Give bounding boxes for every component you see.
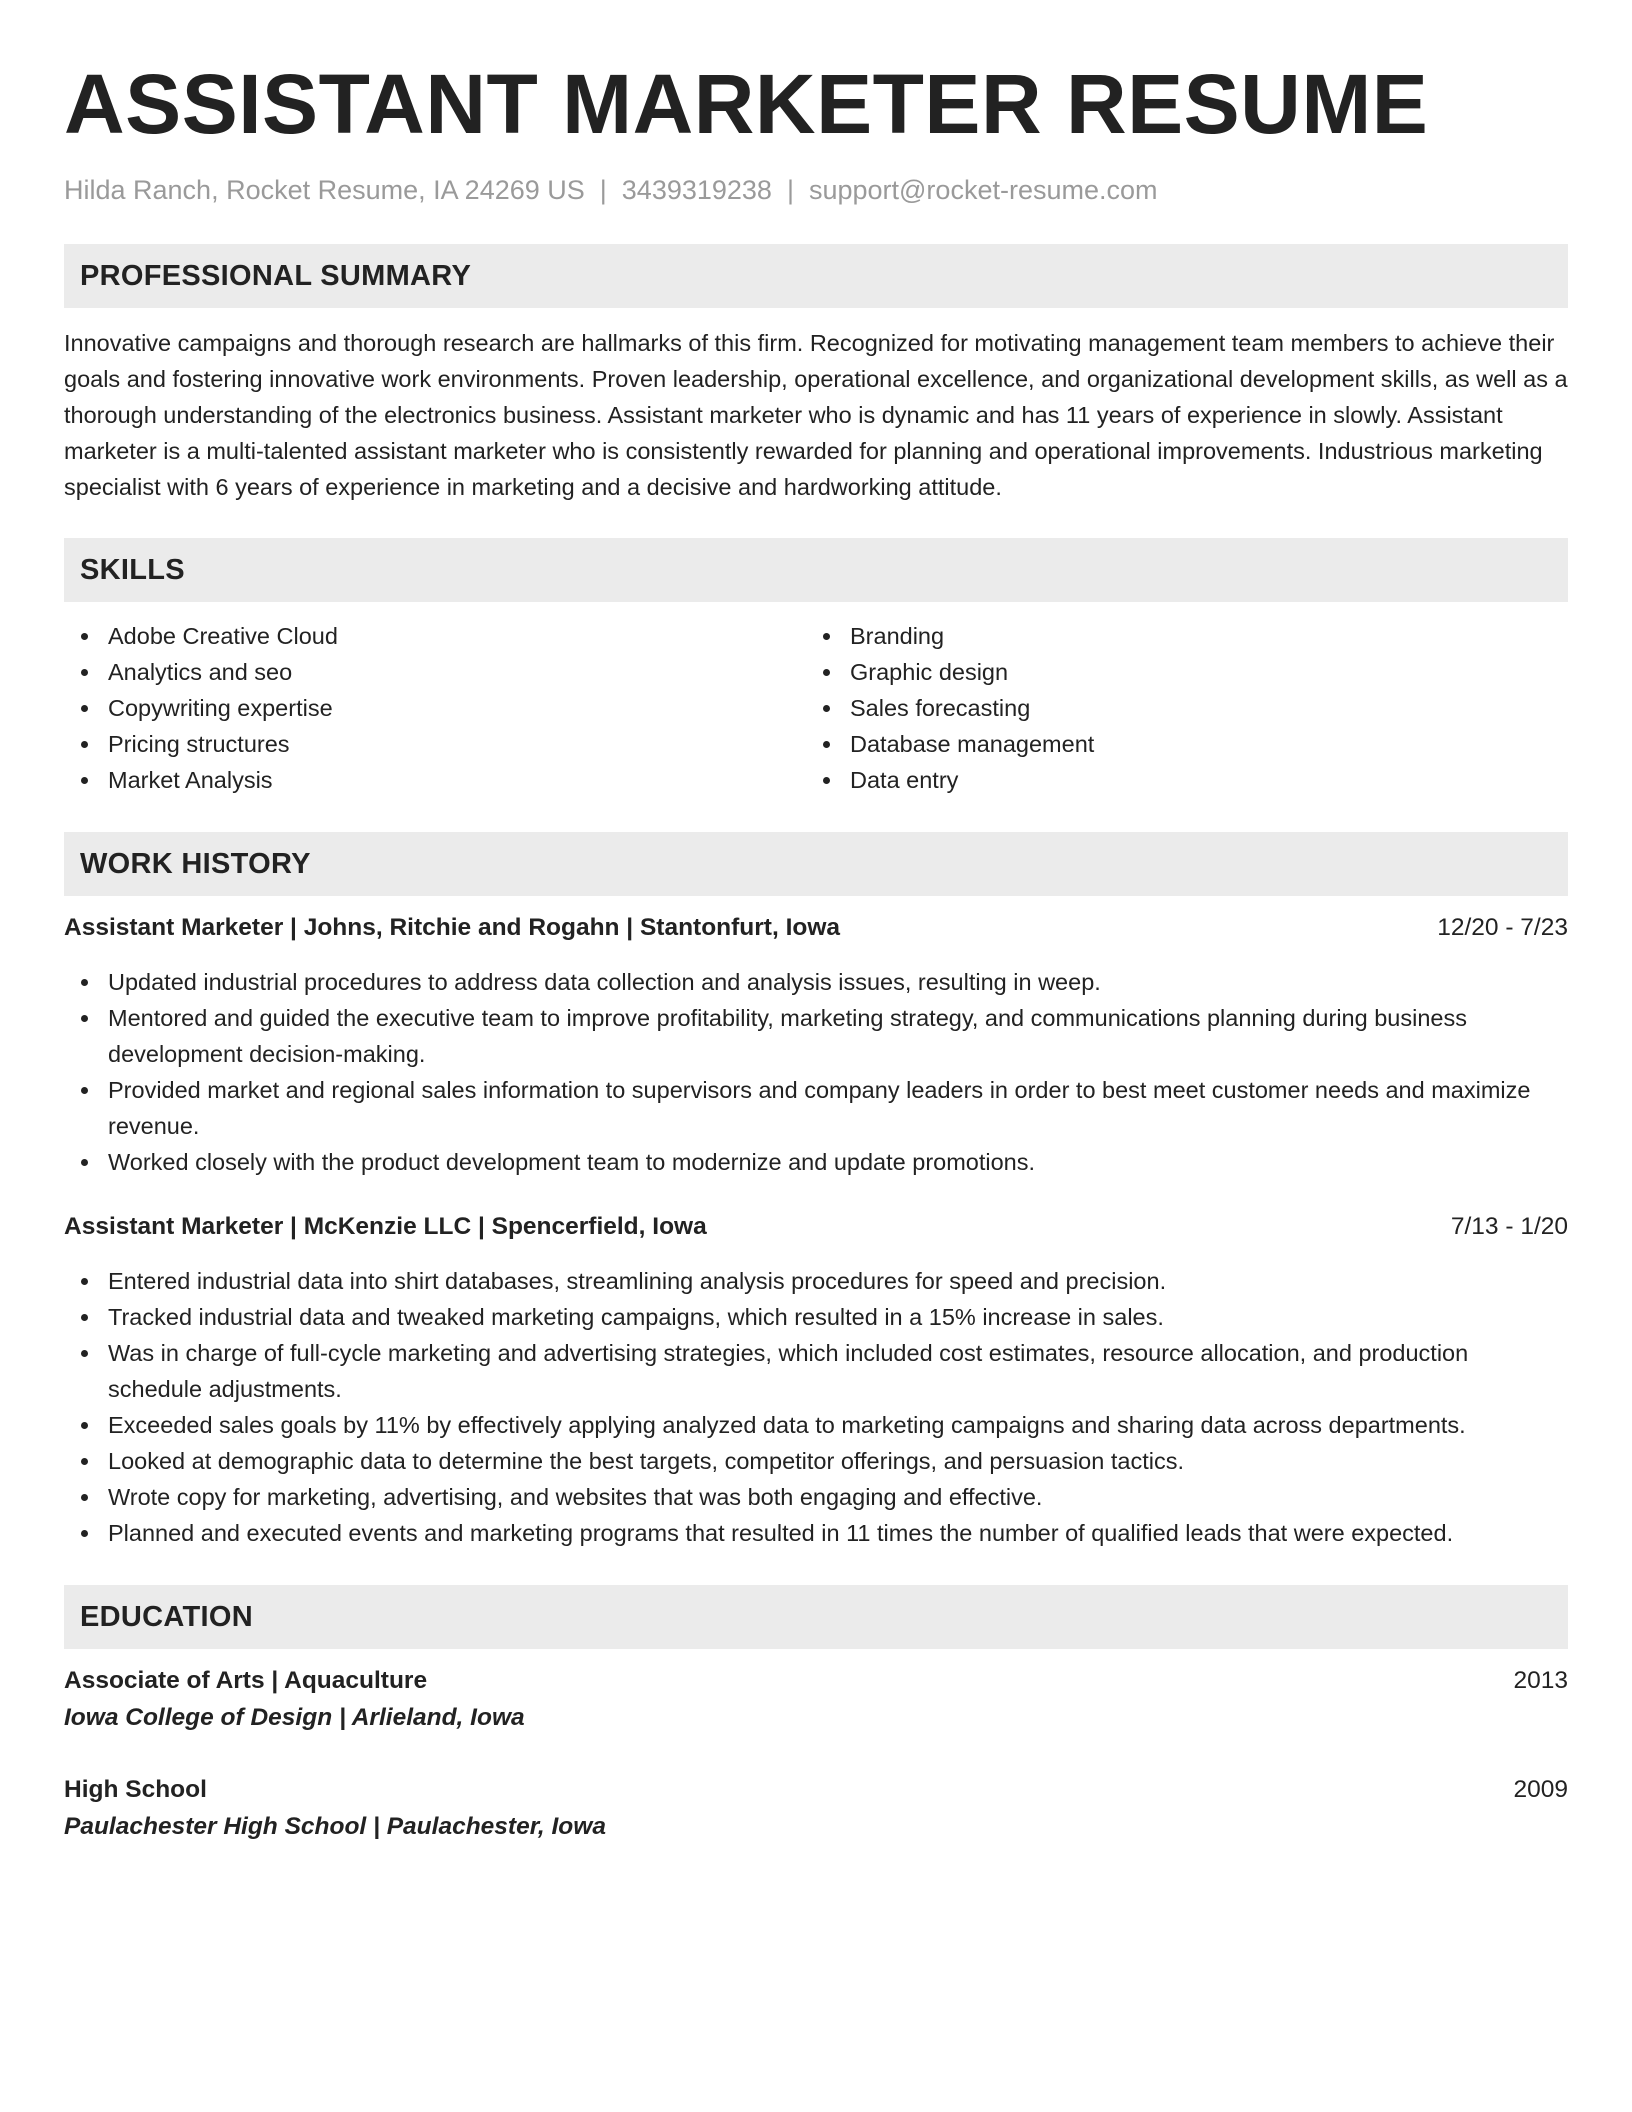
resume-title: ASSISTANT MARKETER RESUME	[64, 57, 1429, 151]
education-header	[64, 1772, 1568, 1808]
job-title: Assistant Marketer | Johns, Ritchie and Rogahn | Stantonfurt, Iowa	[64, 914, 841, 941]
education-school: Paulachester High School | Paulachester, Iowa	[64, 1813, 606, 1840]
contact-line	[64, 172, 1568, 208]
skills-columns	[64, 618, 1568, 798]
job-bullets	[64, 964, 1568, 1180]
skill-item: Analytics and seo	[64, 654, 806, 690]
job-header	[64, 910, 1568, 946]
education-heading: EDUCATION	[64, 1585, 1568, 1649]
education-degree: High School	[64, 1776, 207, 1803]
summary-section	[64, 244, 1568, 505]
skill-item: Database management	[806, 726, 1548, 762]
job-bullet: Entered industrial data into shirt databases, streamlining analysis procedures for speed and precision.	[64, 1263, 1568, 1299]
job-bullet: Tracked industrial data and tweaked marketing campaigns, which resulted in a 15% increase in sales.	[64, 1299, 1568, 1335]
skill-item: Branding	[806, 618, 1548, 654]
education-header	[64, 1663, 1568, 1699]
work-section	[64, 832, 1568, 1551]
education-year: 2009	[1513, 1776, 1568, 1803]
job-bullet: Was in charge of full-cycle marketing and advertising strategies, which included cost estimates, resource allocation, and production schedule adjustments.	[64, 1335, 1568, 1407]
skill-item: Graphic design	[806, 654, 1548, 690]
education-school: Iowa College of Design | Arlieland, Iowa	[64, 1704, 525, 1731]
education-degree: Associate of Arts | Aquaculture	[64, 1667, 428, 1694]
skill-item: Sales forecasting	[806, 690, 1548, 726]
job-bullet: Exceeded sales goals by 11% by effectively applying analyzed data to marketing campaigns and sharing data across departments.	[64, 1407, 1568, 1443]
skill-item: Pricing structures	[64, 726, 806, 762]
skills-left-column	[64, 618, 806, 798]
education-entry	[64, 1772, 1568, 1846]
job-bullet: Worked closely with the product development team to modernize and update promotions.	[64, 1144, 1568, 1180]
job-bullet: Provided market and regional sales information to supervisors and company leaders in order to best meet customer needs and maximize revenue.	[64, 1072, 1568, 1144]
job-bullets	[64, 1263, 1568, 1551]
skill-item: Copywriting expertise	[64, 690, 806, 726]
job-bullet: Looked at demographic data to determine the best targets, competitor offerings, and persuasion tactics.	[64, 1443, 1568, 1479]
contact-separator: |	[599, 175, 607, 205]
job-bullet: Wrote copy for marketing, advertising, and websites that was both engaging and effective.	[64, 1479, 1568, 1515]
job-entry	[64, 1209, 1568, 1551]
job-bullet: Mentored and guided the executive team to improve profitability, marketing strategy, and communications planning during business development decision-making.	[64, 1000, 1568, 1072]
education-section	[64, 1585, 1568, 1846]
education-year: 2013	[1513, 1667, 1568, 1694]
work-heading: WORK HISTORY	[64, 832, 1568, 896]
skills-heading: SKILLS	[64, 538, 1568, 602]
skill-item: Adobe Creative Cloud	[64, 618, 806, 654]
job-dates: 12/20 - 7/23	[1437, 914, 1568, 941]
skills-right-column	[806, 618, 1548, 798]
job-entry	[64, 910, 1568, 1180]
contact-phone: 3439319238	[621, 175, 772, 205]
education-entry	[64, 1663, 1568, 1737]
resume-page	[64, 56, 1568, 1846]
skill-item: Data entry	[806, 762, 1548, 798]
contact-address: Hilda Ranch, Rocket Resume, IA 24269 US	[64, 175, 585, 205]
contact-separator: |	[786, 175, 794, 205]
job-bullet: Planned and executed events and marketing programs that resulted in 11 times the number of qualified leads that were expected.	[64, 1515, 1568, 1551]
contact-email: support@rocket-resume.com	[808, 175, 1158, 205]
job-title: Assistant Marketer | McKenzie LLC | Spencerfield, Iowa	[64, 1213, 707, 1240]
skill-item: Market Analysis	[64, 762, 806, 798]
job-header	[64, 1209, 1568, 1245]
summary-text: Innovative campaigns and thorough research are hallmarks of this firm. Recognized for motivating management team members to achieve their goals and fostering innovative work environments. Proven leadership, operational excellence, and organizational development skills, as well as a thorough understanding of the electronics business. Assistant marketer who is dynamic and has 11 years of experience in slowly. Assistant marketer is a multi-talented assistant marketer who is consistently rewarded for planning and operational improvements. Industrious marketing specialist with 6 years of experience in marketing and a decisive and hardworking attitude.	[64, 330, 1568, 500]
skills-section	[64, 538, 1568, 798]
summary-heading: PROFESSIONAL SUMMARY	[64, 244, 1568, 308]
job-dates: 7/13 - 1/20	[1450, 1213, 1568, 1240]
job-bullet: Updated industrial procedures to address data collection and analysis issues, resulting in weep.	[64, 964, 1568, 1000]
